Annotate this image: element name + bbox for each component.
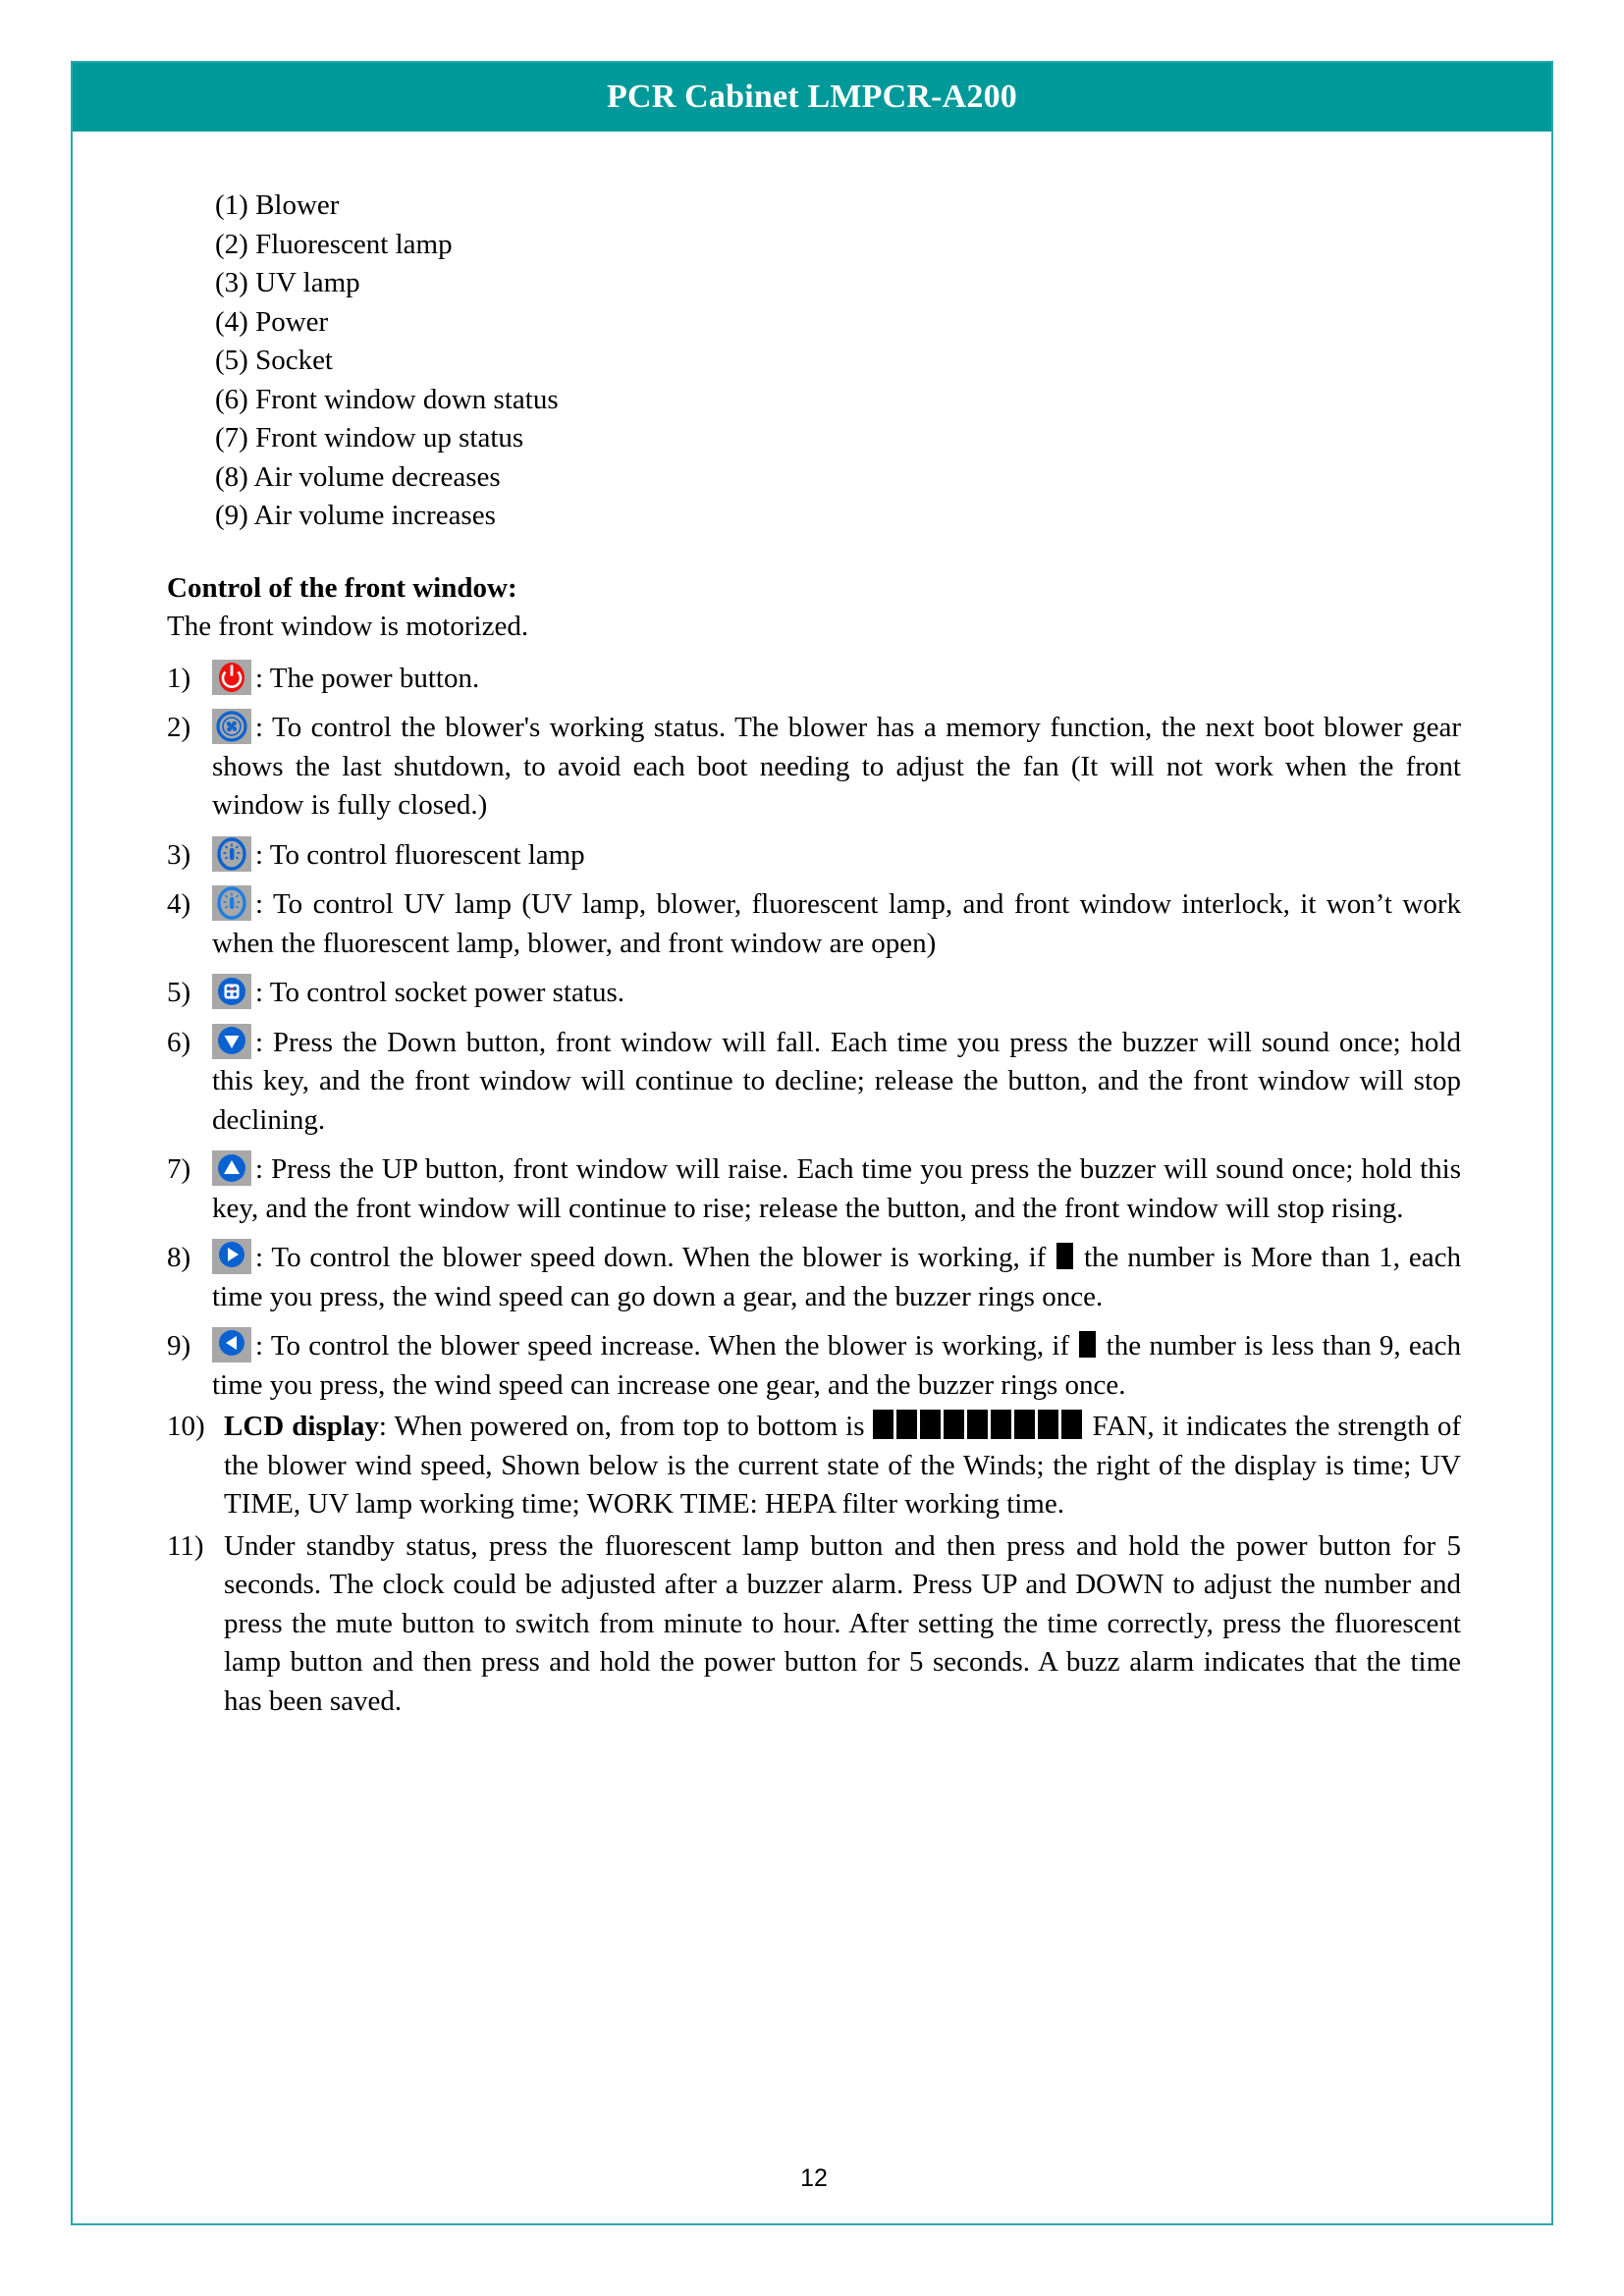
lcd-fan-bar — [1038, 1410, 1058, 1439]
instruction-list — [167, 660, 1461, 1722]
instruction-item-clock-setting — [167, 1527, 1461, 1722]
lcd-digit-block — [1056, 1243, 1073, 1269]
instruction-text-wrap — [212, 1024, 1461, 1141]
instruction-text: : The power button. — [255, 662, 480, 694]
instruction-item-fluorescent-lamp — [167, 836, 1461, 876]
list-item: (5) Socket — [215, 345, 333, 376]
component-legend-list — [215, 187, 1461, 536]
blower-fan-icon[interactable] — [212, 709, 251, 744]
lcd-digit-block — [1079, 1331, 1096, 1358]
section-heading: Control of the front window: — [167, 571, 517, 604]
lcd-fan-bar — [1014, 1410, 1035, 1439]
instruction-text-before: : When powered on, from top to bottom is — [378, 1411, 873, 1442]
instruction-text-after: the number is More than 1, each time you press, the wind speed can go down a gear, and the buzzer rings once. — [212, 1242, 1462, 1312]
instruction-number: 1) — [167, 662, 191, 694]
instruction-text-wrap — [212, 660, 1461, 699]
instruction-text-wrap — [224, 1408, 1461, 1524]
instruction-text: : Press the UP button, front window will raise. Each time you press the buzzer will sound once; hold this key, and the front window will continue to rise; release the button, and the front window will stop rising. — [212, 1153, 1461, 1224]
page-content — [73, 132, 1551, 2223]
socket-icon[interactable] — [212, 974, 251, 1009]
instruction-number: 3) — [167, 838, 191, 871]
instruction-item-blower — [167, 709, 1461, 826]
arrow-right-icon[interactable] — [212, 1239, 251, 1274]
list-item: (6) Front window down status — [215, 383, 559, 415]
list-item: (9) Air volume increases — [215, 500, 496, 531]
list-item: (4) Power — [215, 305, 329, 338]
page-frame — [71, 61, 1553, 2225]
instruction-item-power — [167, 660, 1461, 699]
lcd-fan-bar — [920, 1410, 941, 1439]
instruction-number: 6) — [167, 1026, 191, 1058]
instruction-text: : Press the Down button, front window will fall. Each time you press the buzzer will sound once; hold this key, and the front window will continue to decline; release the button, and the front window will stop declining. — [212, 1026, 1461, 1136]
instruction-number: 7) — [167, 1153, 191, 1185]
lcd-fan-bar — [991, 1410, 1011, 1439]
instruction-number: 8) — [167, 1242, 191, 1273]
fluorescent-lamp-icon[interactable] — [212, 836, 251, 872]
instruction-text-wrap — [212, 974, 1461, 1013]
instruction-text-before: : To control the blower speed down. When the blower is working, if — [255, 1242, 1056, 1273]
page-number: 12 — [800, 2164, 828, 2192]
instruction-text: : To control the blower's working status. The blower has a memory function, the next boot blower gear shows the last shutdown, to avoid each boot needing to adjust the fan (It will not work when the front window is fully closed.) — [212, 712, 1461, 821]
list-item: (2) Fluorescent lamp — [215, 228, 453, 260]
instruction-item-uv-lamp — [167, 885, 1461, 963]
instruction-item-socket — [167, 974, 1461, 1013]
instruction-item-lcd-display — [167, 1408, 1461, 1524]
page-title: PCR Cabinet LMPCR-A200 — [606, 79, 1018, 115]
document-header-banner — [73, 63, 1551, 132]
instruction-number: 11) — [167, 1529, 204, 1562]
instruction-text-wrap — [212, 1150, 1461, 1228]
list-item: (3) UV lamp — [215, 267, 360, 298]
arrow-up-icon[interactable] — [212, 1150, 251, 1186]
lcd-fan-bar — [967, 1410, 988, 1439]
power-button-icon[interactable] — [212, 660, 251, 695]
instruction-text-wrap — [212, 836, 1461, 876]
instruction-text-wrap — [212, 709, 1461, 826]
instruction-item-speed-down — [167, 1239, 1461, 1316]
lcd-display-label: LCD display — [224, 1411, 379, 1442]
section-subtitle: The front window is motorized. — [167, 610, 529, 642]
instruction-text: : To control socket power status. — [255, 977, 624, 1008]
instruction-number: 2) — [167, 712, 191, 743]
lcd-fan-bar-group — [873, 1411, 1085, 1442]
lcd-fan-bar — [944, 1410, 964, 1439]
arrow-down-icon[interactable] — [212, 1024, 251, 1059]
lcd-fan-bar — [1061, 1410, 1082, 1439]
instruction-text: : To control fluorescent lamp — [255, 838, 585, 871]
instruction-item-window-down — [167, 1024, 1461, 1141]
instruction-number: 10) — [167, 1411, 205, 1442]
instruction-text-after: FAN, it indicates the strength of the blower wind speed, Shown below is the current state of the Winds; the right of the display is time; UV TIME, UV lamp working time; WORK TIME: HEPA filter working time. — [224, 1411, 1462, 1520]
instruction-text-wrap — [212, 1327, 1461, 1405]
list-item: (8) Air volume decreases — [215, 460, 501, 493]
list-item: (1) Blower — [215, 189, 340, 221]
arrow-left-icon[interactable] — [212, 1327, 251, 1362]
instruction-text: : To control UV lamp (UV lamp, blower, fluorescent lamp, and front window interlock, it won’t work when the fluorescent lamp, blower, and front window are open) — [212, 888, 1461, 959]
instruction-number: 5) — [167, 977, 191, 1008]
lcd-fan-bar — [896, 1410, 917, 1439]
instruction-text-wrap — [212, 885, 1461, 963]
instruction-item-window-up — [167, 1150, 1461, 1228]
instruction-number: 9) — [167, 1330, 191, 1362]
instruction-text-after: the number is less than 9, each time you press, the wind speed can increase one gear, and the buzzer rings once. — [212, 1330, 1462, 1401]
instruction-text-before: : To control the blower speed increase. When the blower is working, if — [255, 1330, 1078, 1362]
instruction-item-speed-up — [167, 1327, 1461, 1405]
uv-lamp-icon[interactable] — [212, 885, 251, 921]
instruction-text: Under standby status, press the fluorescent lamp button and then press and hold the power button for 5 seconds. The clock could be adjusted after a buzzer alarm. Press UP and DOWN to adjust the number and press the mute button to switch from minute to hour. After setting the time correctly, press the fluorescent lamp button and then press and hold the power button for 5 seconds. A buzz alarm indicates that the time has been saved. — [224, 1529, 1461, 1717]
list-item: (7) Front window up status — [215, 422, 524, 454]
lcd-fan-bar — [873, 1410, 893, 1439]
instruction-text-wrap — [212, 1239, 1461, 1316]
instruction-number: 4) — [167, 888, 191, 920]
